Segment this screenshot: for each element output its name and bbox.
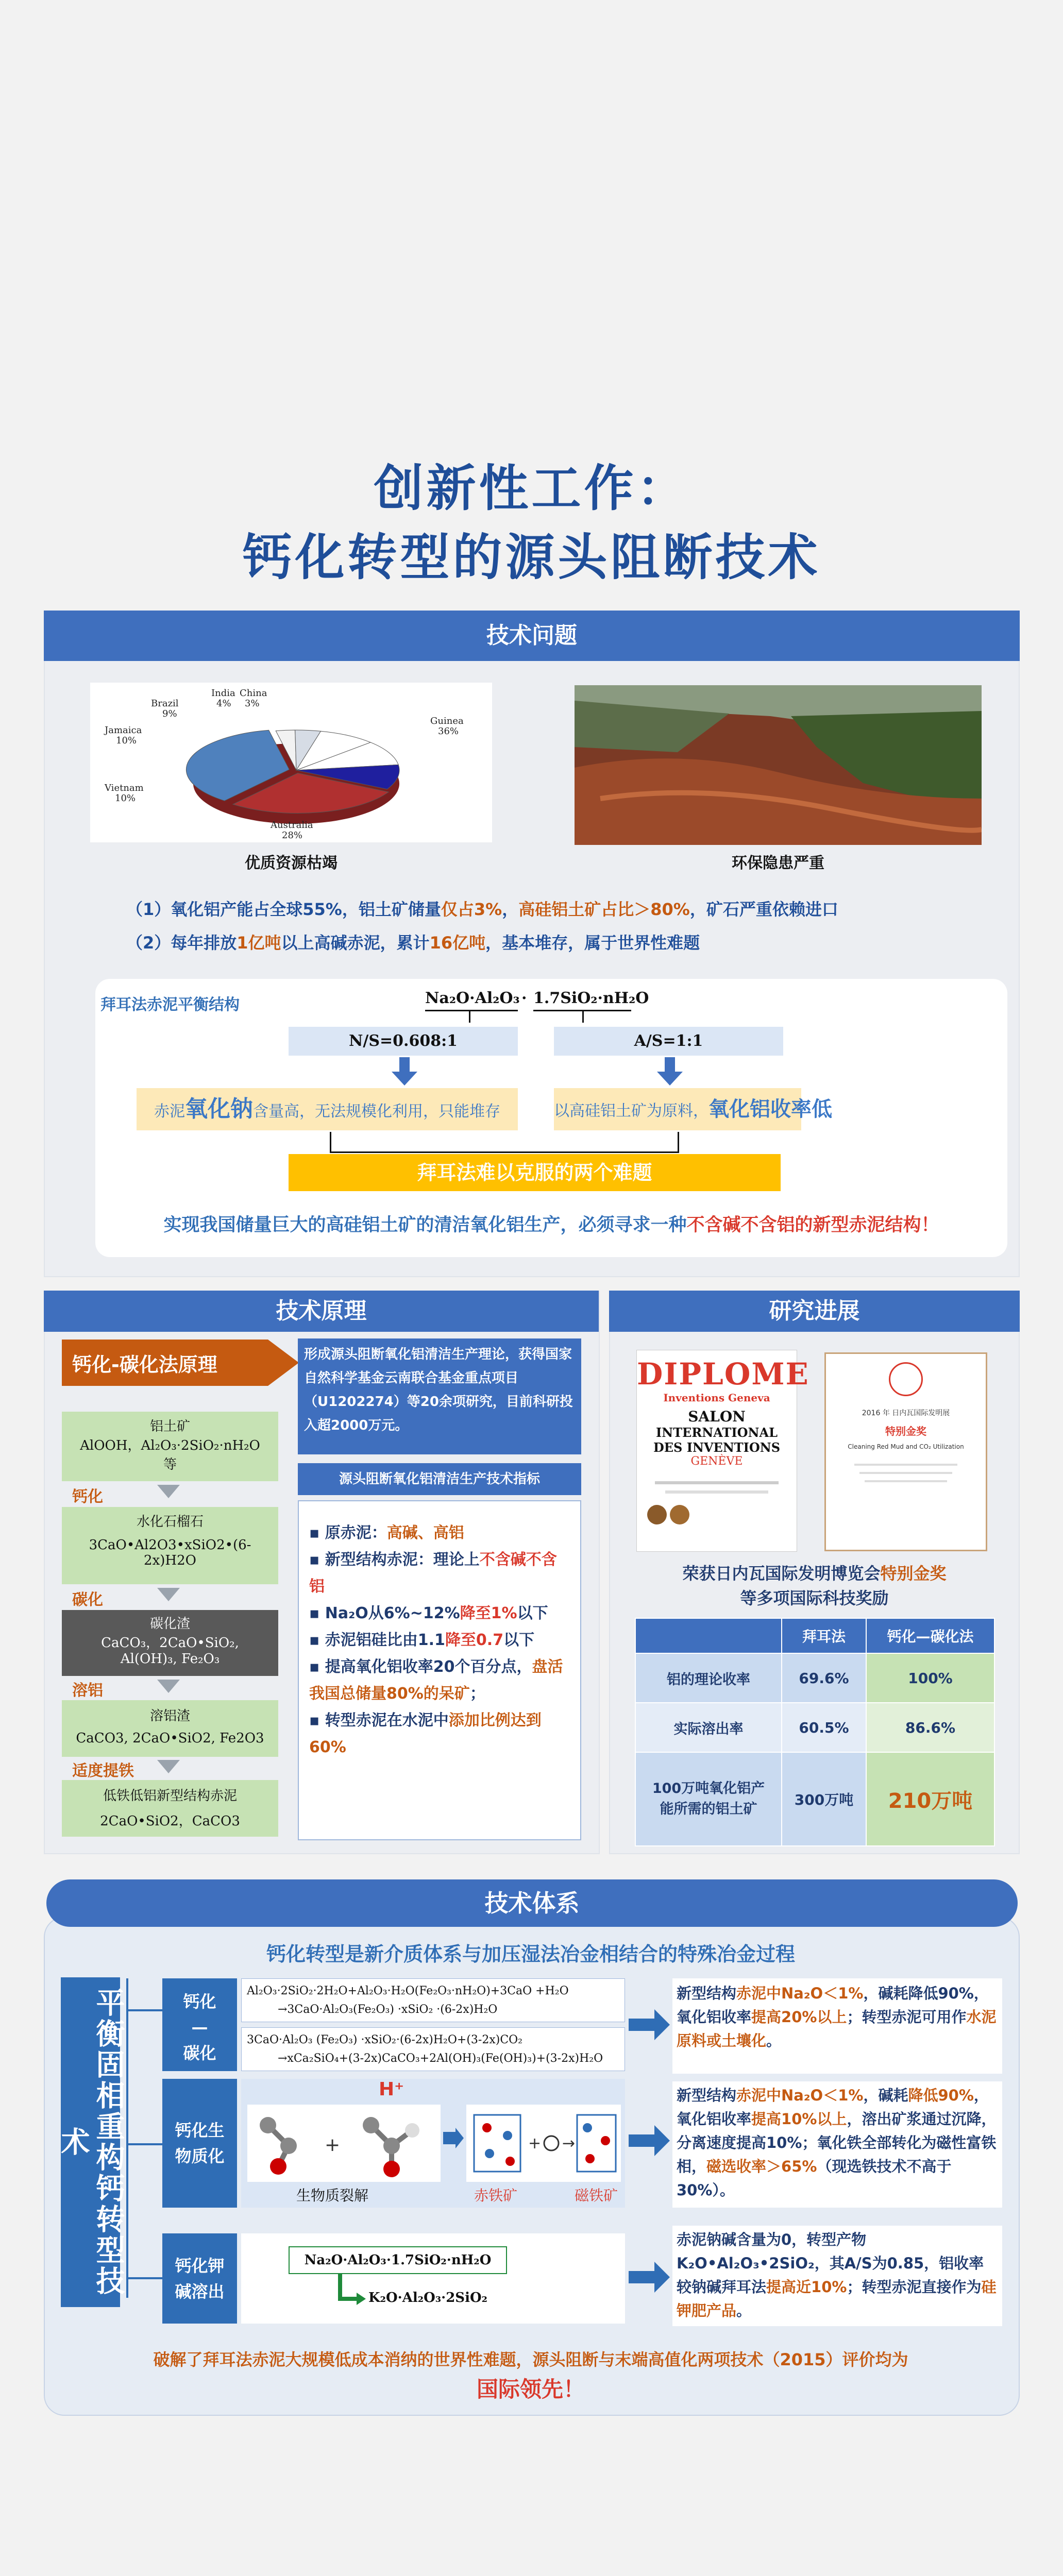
ratio-ns: N/S=0.608:1 (289, 1027, 518, 1056)
pie-chart-area (90, 683, 492, 842)
method-label: 钙化-碳化法原理 (72, 1353, 217, 1376)
row2-arrow-a (443, 2128, 464, 2150)
point1-a: （1）氧化铝产能占全球55%，铝土矿储量 (126, 900, 441, 919)
step-carbonize: 碳化 (72, 1591, 103, 1609)
problem-point-1 (126, 896, 838, 920)
row1-result-g: 。 (766, 2032, 782, 2049)
issue-sodium (137, 1088, 518, 1130)
issue-connector-h (330, 1151, 679, 1153)
iron-diagram (466, 2105, 621, 2182)
arrow-down-left (392, 1057, 417, 1088)
certificate-emblem-icon (889, 1362, 923, 1396)
problem-point-2 (126, 930, 700, 954)
ratio-as: A/S=1:1 (554, 1027, 783, 1056)
svg-text:→: → (562, 2134, 576, 2153)
comparison-table (635, 1618, 995, 1846)
row3-equation-2: K₂O·Al₂O₃·2SiO₂ (368, 2290, 487, 2306)
index-title: 源头阻断氧化铝清洁生产技术指标 (298, 1463, 581, 1495)
row1-eq1: Al₂O₃·2SiO₂·2H₂O+Al₂O₃·H₂O(Fe₂O₃·nH₂O)+3CaO +H₂O (247, 1985, 569, 1997)
bullet-3-c: 以下 (517, 1604, 548, 1622)
point1-b: 仅占3% (441, 900, 502, 919)
bullet-4-b: 降至0.7 (445, 1631, 504, 1649)
pie-pct-guinea: 36% (438, 726, 459, 737)
pie-label-brazil: Brazil (151, 698, 179, 709)
table-row-2-bayer: 60.5% (782, 1703, 866, 1752)
row3-result-b: 提高近10% (766, 2278, 847, 2296)
row2-result-e: ，氧化铝收率 (677, 2087, 989, 2128)
table-header-calcium: 钙化—碳化法 (866, 1618, 994, 1653)
row1-arrow (629, 2009, 670, 2042)
down-arrow-4 (157, 1760, 180, 1773)
bracket-tick-1 (126, 2009, 162, 2011)
hydro-line2: 3CaO•Al2O3•xSiO2•(6- (89, 1537, 251, 1553)
row1-result-c: ，碱耗降低90%，氧化铝收率 (677, 1985, 989, 2026)
svg-text:+: + (528, 2134, 542, 2153)
bullet-5: ▪ 提高氧化铝收率20个百分点，盘活我国总储量80%的呆矿； (309, 1658, 563, 1703)
svg-text:+: + (325, 2134, 341, 2156)
dissolve-slag-box (62, 1700, 278, 1757)
diploma-line3: DES INVENTIONS (653, 1440, 781, 1455)
pie-pct-jamaica: 10% (116, 735, 137, 746)
row2-result-c: ，碱耗 (863, 2087, 908, 2104)
bayer-label: 拜耳法赤泥平衡结构 (100, 996, 240, 1014)
issue-right-a: 以高硅铝土矿为原料， (554, 1102, 708, 1120)
row1-label (162, 1978, 237, 2071)
point1-c: ， (502, 900, 519, 919)
point2-d: 16亿吨 (429, 933, 486, 953)
table-row-1-label: 铝的理论收率 (635, 1653, 782, 1703)
bullet-5-c: ； (469, 1685, 485, 1703)
new-mud-box (62, 1780, 278, 1837)
row3-equation-1: Na₂O·Al₂O₃·1.7SiO₂·nH₂O (289, 2246, 507, 2274)
row1-result-b: 赤泥中Na₂O＜1% (736, 1985, 864, 2002)
certificate-image (824, 1352, 987, 1551)
bracket-tick-3 (126, 2277, 162, 2279)
diploma-line1: SALON (688, 1408, 746, 1425)
row3-result (672, 2226, 1002, 2326)
table-row-3-label: 100万吨氧化铝产能所需的铝土矿 (635, 1752, 782, 1846)
row1-result-a: 新型结构 (677, 1985, 737, 2002)
diploma-line4: GENÈVE (690, 1455, 743, 1468)
pie-label-india: India (211, 688, 235, 699)
step-calcify: 钙化 (72, 1488, 103, 1506)
row3-result-a: 赤泥钠碱含量为0，转型产物K₂O•Al₂O₃•2SiO₂，其A/S为0.85，铝收率较钠碱拜耳法 (677, 2231, 984, 2296)
diploma-line2: INTERNATIONAL (656, 1425, 778, 1440)
final-line1: 低铁低铝新型结构赤泥 (103, 1788, 237, 1804)
row1-label-c: 碳化 (183, 2043, 216, 2063)
table-row-2-calcium: 86.6% (866, 1703, 994, 1752)
certificate-line1: 2016 年 日内瓦国际发明展 (862, 1409, 950, 1417)
row1-result-e: ；转型赤泥可用作 (847, 2008, 967, 2026)
row2-result (672, 2081, 1002, 2208)
row2-result-h: 磁选收率＞65% (706, 2158, 817, 2175)
hydro-line1: 水化石榴石 (136, 1514, 204, 1530)
page-title-line2: 钙化转型的源头阻断技术 (242, 529, 821, 586)
row1-result-f: 水泥原料或土壤化 (677, 2008, 997, 2049)
step-dissolve: 溶铝 (72, 1682, 103, 1700)
carbon-slag-box (62, 1610, 278, 1676)
dissolve-line1: 溶铝渣 (149, 1708, 190, 1724)
formula-underline-a (425, 1010, 518, 1011)
row2-result-i: （现选铁技术不高于30%）。 (677, 2158, 952, 2199)
connector-right-v (582, 1011, 584, 1023)
ore-line2: AlOOH，Al₂O₃·2SiO₂·nH₂O (80, 1438, 260, 1453)
bullet-3-b: 降至1% (460, 1604, 517, 1622)
bullet-4-a: 赤泥铝硅比由1.1 (325, 1631, 445, 1649)
bullet-6: ▪ 转型赤泥在水泥中添加比例达到60% (309, 1711, 542, 1756)
table-row-1-bayer: 69.6% (782, 1653, 866, 1703)
formula-dot: · (521, 989, 527, 1007)
pie-label-guinea: Guinea (430, 716, 464, 726)
conclusion-b: 不含碱不含铝的新型赤泥结构！ (686, 1215, 939, 1235)
issue-yield (554, 1088, 832, 1130)
bullet-6-a: 转型赤泥在水泥中 (325, 1711, 449, 1730)
bullet-2-a: 新型结构赤泥：理论上 (325, 1551, 480, 1569)
red-mud-illustration (575, 685, 982, 845)
table-header-bayer: 拜耳法 (782, 1618, 866, 1653)
difficulty-banner: 拜耳法难以克服的两个难题 (289, 1154, 781, 1191)
table-header-blank (635, 1618, 782, 1653)
down-arrow-2 (157, 1588, 180, 1601)
step-iron: 适度提铁 (72, 1762, 134, 1780)
bullet-5-a: 提高氧化铝收率20个百分点， (325, 1658, 532, 1676)
seal-icon-1 (647, 1505, 667, 1524)
row3-result-d: 硅钾肥产品 (677, 2278, 997, 2319)
diploma-title: DIPLOME (637, 1357, 809, 1392)
caption-environment: 环保隐患严重 (732, 854, 824, 872)
problem-bar: 技术问题 (44, 611, 1020, 661)
point2-b: 1亿吨 (237, 933, 281, 953)
seal-icon-2 (670, 1505, 689, 1524)
row2-h-plus: H⁺ (379, 2079, 404, 2100)
system-subtitle: 钙化转型是新介质体系与加压湿法冶金相结合的特殊冶金过程 (266, 1943, 795, 1965)
row1-eq4: →xCa₂SiO₄+(3-2x)CaCO₃+2Al(OH)₃(Fe(OH)₃)+(3-2x)H₂O (278, 2052, 603, 2065)
ore-line3: 等 (163, 1457, 177, 1472)
system-footer-2: 国际领先！ (476, 2377, 585, 2402)
diploma-brand: Inventions Geneva (663, 1392, 770, 1404)
progress-bar: 研究进展 (609, 1291, 1020, 1332)
pie-label-jamaica: Jamaica (105, 725, 142, 736)
row3-l-arrow (335, 2273, 366, 2311)
certificate-line3: Cleaning Red Mud and CO₂ Utilization (848, 1443, 964, 1450)
table-row-3-bayer: 300万吨 (782, 1752, 866, 1846)
row2-result-a: 新型结构 (677, 2087, 737, 2104)
pie-label-china: China (240, 688, 267, 699)
pie-label-vietnam: Vietnam (105, 783, 144, 793)
award-b: 特别金奖 (880, 1564, 947, 1583)
problem-conclusion (100, 1211, 1002, 1236)
bullet-2: ▪ 新型结构赤泥：理论上不含碱不含铝 (309, 1551, 557, 1596)
slag-line2: CaCO₃，2CaO•SiO₂, (101, 1635, 239, 1651)
bullet-5-b: 盘活我国总储量80%的呆矿 (309, 1658, 563, 1703)
ore-line1: 铝土矿 (149, 1419, 190, 1434)
red-mud-photo (575, 685, 982, 845)
pie-pct-vietnam: 10% (115, 793, 136, 804)
issue-left-c: 含量高，无法规模化利用，只能堆存 (253, 1103, 500, 1121)
table-row-3-calcium: 210万吨 (866, 1752, 994, 1846)
ore-box (62, 1412, 278, 1481)
final-line2: 2CaO•SiO2，CaCO3 (100, 1814, 240, 1829)
arrow-down-right (657, 1057, 683, 1088)
row1-result (672, 1978, 1002, 2074)
row2-label: 钙化生物质化 (162, 2079, 237, 2208)
row2-result-f: 提高10%以上 (751, 2110, 847, 2128)
row1-result-d: 提高20%以上 (751, 2008, 847, 2026)
conclusion-a: 实现我国储量巨大的高硅铝土矿的清洁氧化铝生产，必须寻求一种 (163, 1215, 687, 1235)
bullet-3-a: Na₂O从6%~12% (325, 1604, 460, 1622)
bracket-tick-2 (126, 2143, 162, 2145)
row2-arrow (629, 2125, 670, 2158)
down-arrow-1 (157, 1485, 180, 1498)
issue-left-b: 氧化钠 (185, 1096, 253, 1122)
theory-text: 形成源头阻断氧化铝清洁生产理论，获得国家自然科学基金云南联合基金重点项目（U1202274）等20余项研究，目前科研投入超2000万元。 (298, 1338, 581, 1454)
row3-result-c: ；转型赤泥直接作为 (847, 2278, 982, 2296)
issue-right-b: 氧化铝收率低 (708, 1097, 832, 1121)
bullet-4-c: 以下 (503, 1631, 535, 1649)
slag-line3: Al(OH)₃, Fe₂O₃ (120, 1651, 220, 1667)
bullet-4: ▪ 赤泥铝硅比由1.1降至0.7以下 (309, 1631, 535, 1649)
award-a: 荣获日内瓦国际发明博览会 (682, 1564, 881, 1583)
bullet-1-b: 高碱、高铝 (386, 1524, 464, 1542)
bullet-6-b: 添加比例达到60% (309, 1711, 542, 1756)
pie-pct-india: 4% (216, 698, 231, 709)
row1-label-b: — (191, 2018, 208, 2037)
point2-a: （2）每年排放 (126, 933, 237, 953)
down-arrow-3 (157, 1680, 180, 1693)
point1-e: ，矿石严重依赖进口 (689, 900, 838, 919)
row3-result-e: 。 (736, 2302, 752, 2319)
row2-result-g: ，溶出矿浆通过沉降，分离速度提高10%；氧化铁全部转化为磁性富铁相， (677, 2110, 997, 2175)
row1-eq3: 3CaO·Al₂O₃ (Fe₂O₃) ·xSiO₂·(6-2x)H₂O+(3-2x)CO₂ (247, 2033, 523, 2046)
table-row-2-label: 实际溶出率 (635, 1703, 782, 1752)
row1-eq2: →3CaO·Al₂O₃(Fe₂O₃) ·xSiO₂ ·(6-2x)H₂O (278, 2003, 498, 2016)
connector-left-v (469, 1011, 470, 1023)
bullet-3: ▪ Na₂O从6%~12%降至1%以下 (309, 1604, 548, 1622)
bullet-1-a: 原赤泥： (325, 1524, 387, 1542)
hydro-line3: 2x)H2O (144, 1553, 196, 1568)
row3-arrow (629, 2262, 670, 2295)
hydrogarnet-box (62, 1507, 278, 1584)
row2-result-b: 赤泥中Na₂O＜1% (736, 2087, 864, 2104)
issue-connector-right (678, 1132, 679, 1153)
slag-line1: 碳化渣 (149, 1616, 190, 1632)
principle-bar: 技术原理 (44, 1291, 599, 1332)
crystal-structure-icon (466, 2105, 621, 2182)
award-text (609, 1561, 1020, 1611)
caption-resources: 优质资源枯竭 (245, 854, 338, 872)
issue-connector-left (330, 1132, 331, 1153)
pie-chart (90, 683, 492, 842)
row1-equation-1 (241, 1978, 625, 2022)
issue-left-a: 赤泥 (154, 1103, 185, 1121)
formula-a: Na₂O·Al₂O₃ (425, 989, 520, 1007)
point1-d: 高硅铝土矿占比＞80% (518, 900, 690, 919)
row1-equation-2 (241, 2027, 625, 2071)
row2-magnetite: 磁铁矿 (575, 2187, 618, 2204)
row2-bio-label: 生物质裂解 (296, 2187, 369, 2204)
index-bullets (309, 1520, 572, 1761)
bullet-2-b: 不含碱不含铝 (309, 1551, 557, 1596)
diploma-image (636, 1350, 809, 1552)
row3-label: 钙化钾碱溶出 (162, 2233, 237, 2324)
bullet-1: ▪ 原赤泥：高碱、高铝 (309, 1524, 464, 1542)
pie-pct-brazil: 9% (162, 708, 177, 719)
pie-pct-china: 3% (245, 698, 260, 709)
certificate-line2: 特别金奖 (885, 1425, 926, 1437)
table-row-1-calcium: 100% (866, 1653, 994, 1703)
row1-label-a: 钙化 (183, 1992, 216, 2011)
row2-hematite: 赤铁矿 (474, 2187, 518, 2204)
pie-pct-australia: 28% (282, 830, 303, 841)
system-bracket (126, 1978, 128, 2298)
row2-result-d: 降低90% (908, 2087, 974, 2104)
formula-b: 1.7SiO₂·nH₂O (533, 989, 649, 1007)
dissolve-line2: CaCO3, 2CaO•SiO2, Fe2O3 (76, 1731, 264, 1746)
pie-label-australia: Australia (271, 820, 313, 831)
award-c: 等多项国际科技奖励 (740, 1588, 889, 1608)
point2-e: ，基本堆存，属于世界性难题 (485, 933, 700, 953)
biomass-diagram (247, 2105, 441, 2182)
page-title-line1: 创新性工作： (374, 460, 689, 517)
system-footer-1: 破解了拜耳法赤泥大规模低成本消纳的世界性难题，源头阻断与末端高值化两项技术（2015）评价均为 (153, 2350, 908, 2369)
point2-c: 以上高碱赤泥，累计 (281, 933, 430, 953)
system-bar: 技术体系 (46, 1879, 1018, 1927)
biomass-molecule-icon (247, 2105, 441, 2182)
system-vertical-label: 平衡固相重构钙转型技术 (61, 1977, 120, 2307)
